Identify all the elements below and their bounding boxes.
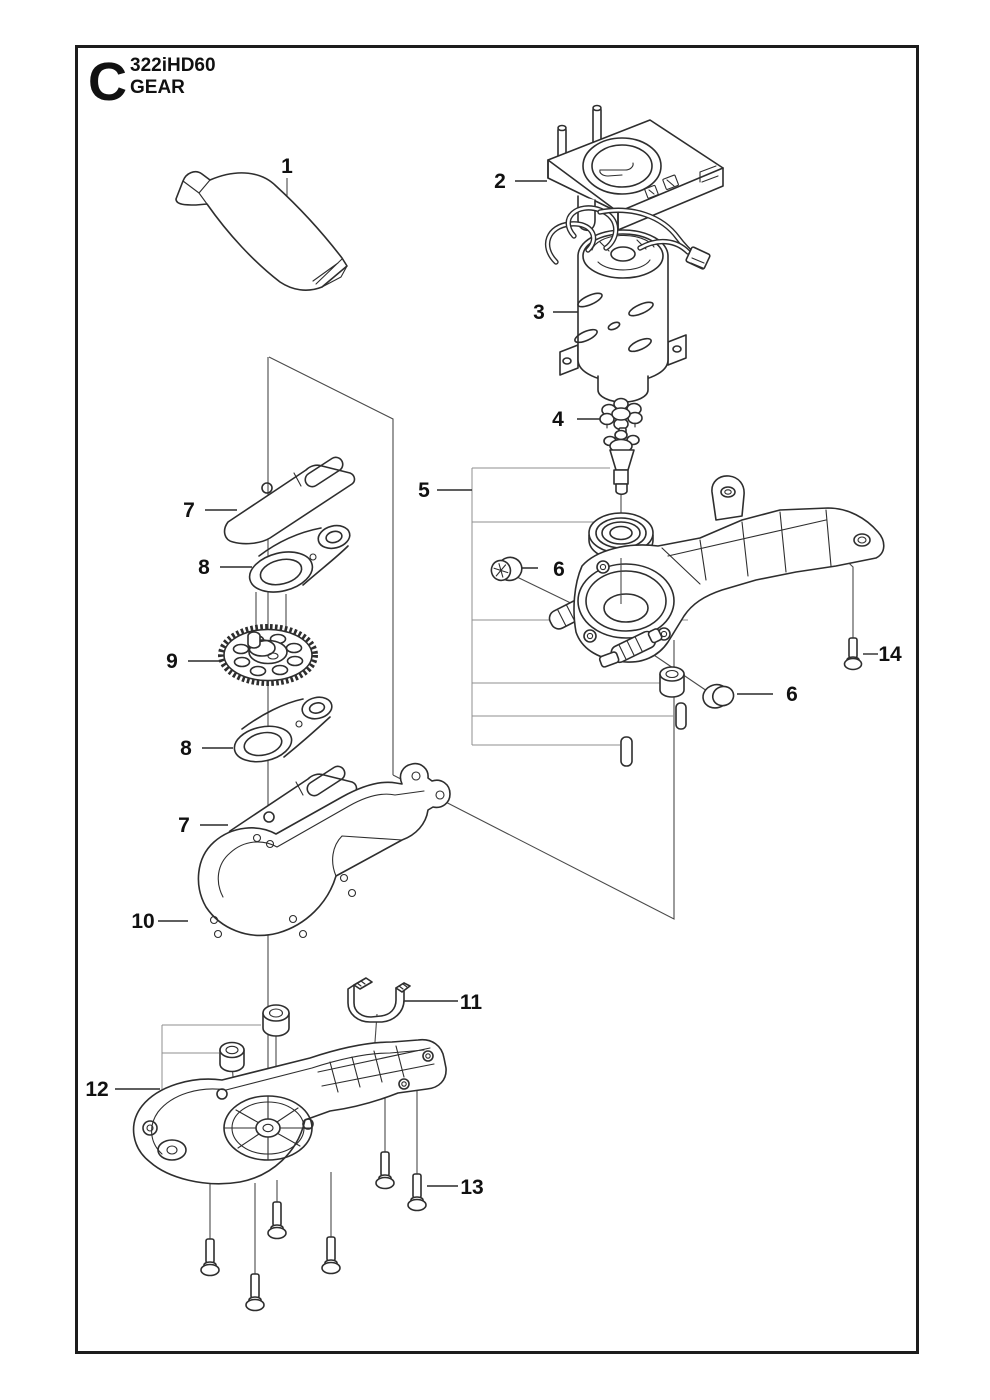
part-pin-a (676, 703, 686, 729)
part-grease-tube (176, 172, 347, 290)
part-connecting-rod-lower (231, 695, 334, 767)
part-label-2: 2 (494, 170, 506, 193)
part-end-cap (700, 680, 736, 711)
part-label-11: 11 (459, 991, 483, 1014)
part-label-8a: 8 (198, 556, 210, 579)
housing-ear-top (712, 476, 744, 520)
screw (268, 1202, 286, 1239)
part-clamp (348, 978, 410, 1022)
screw (201, 1239, 219, 1276)
part-screw-14 (845, 638, 862, 670)
section-name: GEAR (130, 77, 185, 98)
part-label-6b: 6 (786, 683, 798, 706)
part-gear-housing (547, 476, 884, 668)
callout-labels (85, 155, 902, 1199)
part-drive-gear (221, 627, 315, 683)
screw (246, 1274, 264, 1311)
screw (408, 1174, 426, 1211)
model-number: 322iHD60 (130, 55, 216, 76)
part-label-1: 1 (281, 155, 293, 178)
part-label-6a: 6 (553, 558, 565, 581)
part-coupling (600, 399, 642, 430)
part-pinion-shaft (604, 428, 639, 494)
part-torx-plug (489, 555, 525, 586)
part-label-14: 14 (878, 643, 902, 666)
part-label-12: 12 (85, 1078, 109, 1101)
section-letter: C (88, 52, 127, 112)
part-housing-cover (134, 1040, 447, 1184)
screw (376, 1152, 394, 1189)
part-label-8b: 8 (180, 737, 192, 760)
screw (322, 1237, 340, 1274)
part-label-13: 13 (460, 1176, 484, 1199)
part-label-4: 4 (552, 408, 564, 431)
part-bushing-lower (220, 1043, 244, 1072)
header (88, 52, 216, 112)
part-label-10: 10 (131, 910, 155, 933)
part-electric-motor (548, 208, 711, 402)
part-label-7b: 7 (178, 814, 190, 837)
part-label-9: 9 (166, 650, 178, 673)
part-label-5: 5 (418, 479, 430, 502)
part-pin-b (621, 737, 632, 766)
part-label-7a: 7 (183, 499, 195, 522)
part-label-3: 3 (533, 301, 545, 324)
part-bushing-small (660, 667, 684, 697)
part-bushing-upper (263, 1005, 289, 1036)
